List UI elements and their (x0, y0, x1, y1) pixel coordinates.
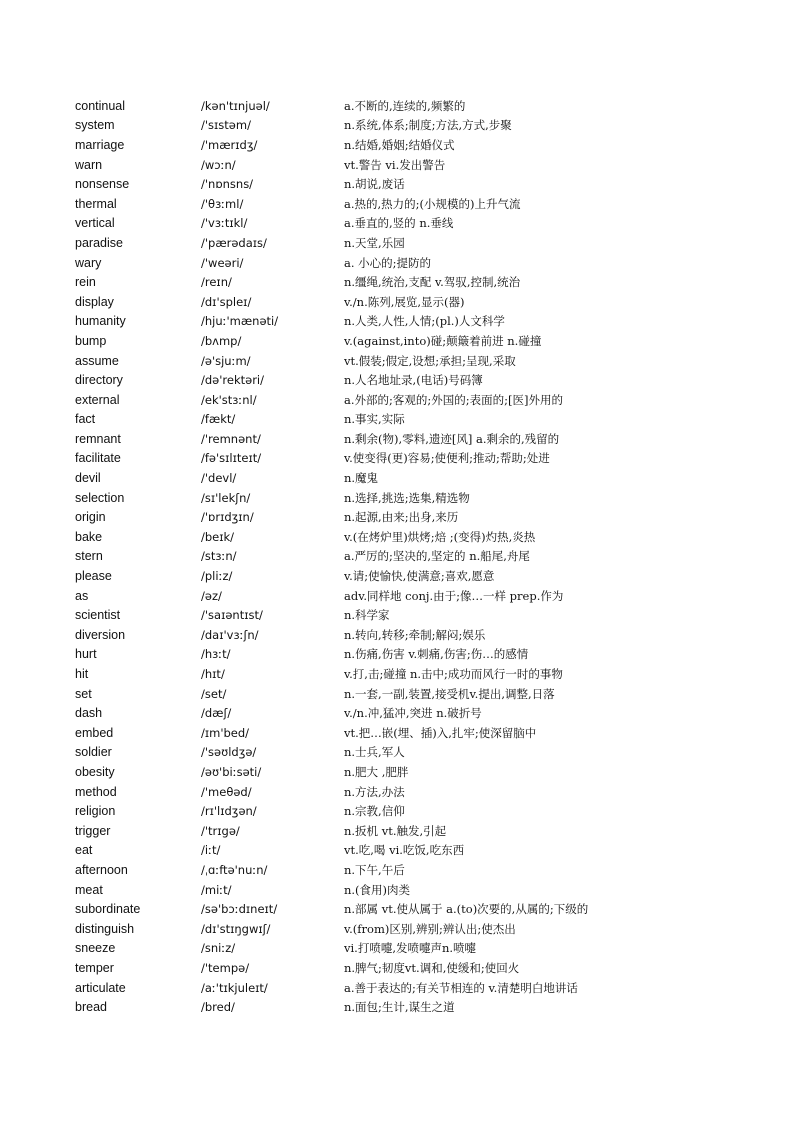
vocab-definition: a.严厉的;坚决的,坚定的 n.船尾,舟尾 (344, 549, 530, 564)
vocab-definition: vt.假装;假定,设想;承担;呈现,采取 (344, 353, 516, 368)
vocab-definition: vt.警告 vi.发出警告 (344, 157, 446, 172)
vocab-row (75, 331, 775, 351)
vocab-row (75, 860, 775, 880)
vocab-phonetic: /'pærədaɪs/ (201, 235, 267, 250)
vocab-word: bread (75, 1000, 107, 1015)
vocab-definition: v.请;使愉快,使满意;喜欢,愿意 (344, 569, 495, 584)
vocab-phonetic: /'vɜːtɪkl/ (201, 216, 248, 231)
vocab-word: religion (75, 804, 116, 819)
vocab-word: assume (75, 353, 119, 368)
vocab-phonetic: /ɪm'bed/ (201, 725, 250, 740)
vocab-phonetic: /dɪ'stɪŋgwɪʃ/ (201, 921, 271, 936)
vocab-phonetic: /fə'sɪlɪteɪt/ (201, 451, 262, 466)
vocab-word: devil (75, 471, 101, 486)
vocab-word: thermal (75, 196, 117, 211)
vocab-row (75, 174, 775, 194)
vocab-definition: n.脾气;韧度vt.调和,使缓和;使回火 (344, 960, 520, 975)
vocab-definition: n.缰绳,统治,支配 v.驾驭,控制,统治 (344, 275, 521, 290)
vocab-word: afternoon (75, 862, 128, 877)
vocab-definition: n.伤痛,伤害 v.刺痛,伤害;伤…的感情 (344, 647, 529, 662)
vocab-word: remnant (75, 431, 121, 446)
vocab-definition: v./n.陈列,展览,显示(器) (344, 294, 465, 309)
vocab-word: paradise (75, 235, 123, 250)
vocab-phonetic: /aː'tɪkjuleɪt/ (201, 980, 268, 995)
vocab-definition: n.魔鬼 (344, 471, 379, 486)
vocab-definition: n.(食用)肉类 (344, 882, 411, 897)
vocab-row (75, 664, 775, 684)
vocab-word: humanity (75, 314, 126, 329)
vocab-phonetic: /iːt/ (201, 843, 221, 858)
vocab-phonetic: /dɪ'spleɪ/ (201, 294, 252, 309)
vocab-definition: n.剩余(物),零料,遗迹[风] a.剩余的,残留的 (344, 431, 560, 446)
vocab-word: origin (75, 510, 106, 525)
vocab-word: warn (75, 157, 103, 172)
vocab-row (75, 214, 775, 234)
vocab-phonetic: /daɪ'vɜːʃn/ (201, 627, 259, 642)
vocab-phonetic: /ə'sjuːm/ (201, 353, 251, 368)
vocab-definition: vi.打喷嚏,发喷嚏声n.喷嚏 (344, 941, 477, 956)
vocab-phonetic: /'səʊldʒə/ (201, 745, 257, 760)
vocab-word: eat (75, 843, 93, 858)
vocab-row (75, 645, 775, 665)
vocab-definition: a.垂直的,竖的 n.垂线 (344, 216, 454, 231)
vocab-definition: a. 小心的;提防的 (344, 255, 432, 270)
vocab-phonetic: /sniːz/ (201, 941, 236, 956)
vocab-row (75, 880, 775, 900)
vocab-phonetic: /əʊ'biːsəti/ (201, 764, 262, 779)
vocab-phonetic: /ˌɑːftə'nuːn/ (201, 862, 268, 877)
vocab-row (75, 605, 775, 625)
vocab-word: system (75, 118, 115, 133)
vocab-phonetic: /hɪt/ (201, 667, 225, 682)
vocab-definition: n.科学家 (344, 608, 390, 623)
vocab-word: as (75, 588, 89, 603)
vocab-word: bake (75, 529, 103, 544)
vocab-definition: v./n.冲,猛冲,突进 n.破折号 (344, 706, 482, 721)
vocab-word: hurt (75, 647, 97, 662)
vocab-phonetic: /miːt/ (201, 882, 232, 897)
vocab-word: articulate (75, 980, 126, 995)
vocab-word: vertical (75, 216, 115, 231)
vocab-phonetic: /ek'stɜːnl/ (201, 392, 257, 407)
vocab-word: method (75, 784, 117, 799)
vocab-row (75, 586, 775, 606)
vocab-row (75, 547, 775, 567)
vocab-word: soldier (75, 745, 112, 760)
vocab-word: facilitate (75, 451, 121, 466)
vocab-phonetic: /hjuː'mænəti/ (201, 314, 279, 329)
vocab-word: embed (75, 725, 114, 740)
vocab-phonetic: /sə'bɔːdɪneɪt/ (201, 902, 278, 917)
vocab-definition: n.系统,体系;制度;方法,方式,步聚 (344, 118, 512, 133)
vocab-phonetic: /'saɪəntɪst/ (201, 608, 263, 623)
vocab-row (75, 116, 775, 136)
vocab-word: rein (75, 275, 96, 290)
vocab-definition: n.一套,一副,装置,接受机v.提出,调整,日落 (344, 686, 555, 701)
vocab-definition: a.外部的;客观的;外国的;表面的;[医]外用的 (344, 392, 563, 407)
vocab-row (75, 429, 775, 449)
vocab-phonetic: /'trɪgə/ (201, 823, 240, 838)
vocab-row (75, 841, 775, 861)
vocab-phonetic: /'sɪstəm/ (201, 118, 251, 133)
vocab-row (75, 272, 775, 292)
vocab-definition: n.结婚,婚姻;结婚仪式 (344, 137, 455, 152)
vocab-row (75, 684, 775, 704)
vocab-phonetic: /stɜːn/ (201, 549, 237, 564)
vocab-phonetic: /sɪ'lekʃn/ (201, 490, 251, 505)
vocab-definition: n.人名地址录,(电话)号码簿 (344, 373, 483, 388)
vocab-phonetic: /'weəri/ (201, 255, 244, 270)
vocab-phonetic: /fækt/ (201, 412, 236, 427)
vocab-row (75, 292, 775, 312)
vocab-row (75, 762, 775, 782)
vocab-word: bump (75, 333, 107, 348)
vocab-phonetic: /əz/ (201, 588, 222, 603)
vocab-row (75, 370, 775, 390)
vocab-phonetic: /pliːz/ (201, 569, 233, 584)
vocab-row (75, 939, 775, 959)
vocab-row (75, 703, 775, 723)
vocab-word: wary (75, 255, 102, 270)
vocab-definition: v.使变得(更)容易;使便利;推动;帮助;处进 (344, 451, 550, 466)
vocab-phonetic: /rɪ'lɪdʒən/ (201, 804, 257, 819)
vocab-row (75, 997, 775, 1017)
vocab-definition: a.不断的,连续的,频繁的 (344, 98, 466, 113)
vocab-row (75, 919, 775, 939)
vocab-word: trigger (75, 823, 111, 838)
vocab-definition: n.胡说,废话 (344, 177, 405, 192)
vocab-row (75, 390, 775, 410)
vocab-word: hit (75, 667, 89, 682)
vocab-definition: v.打,击;碰撞 n.击中;成功而风行一时的事物 (344, 667, 563, 682)
vocab-phonetic: /'tempə/ (201, 960, 250, 975)
vocab-word: obesity (75, 764, 115, 779)
vocab-definition: n.肥大 ,肥胖 (344, 764, 409, 779)
vocab-definition: a.热的,热力的;(小规模的)上升气流 (344, 196, 521, 211)
vocab-word: selection (75, 490, 125, 505)
vocabulary-list (75, 96, 775, 1017)
vocab-row (75, 978, 775, 998)
vocab-row (75, 958, 775, 978)
vocab-phonetic: /də'rektəri/ (201, 373, 265, 388)
vocab-phonetic: /set/ (201, 686, 227, 701)
vocab-phonetic: /'meθəd/ (201, 784, 252, 799)
vocab-word: subordinate (75, 902, 141, 917)
vocab-phonetic: /'remnənt/ (201, 431, 261, 446)
vocab-word: marriage (75, 137, 125, 152)
vocab-word: meat (75, 882, 103, 897)
vocab-phonetic: /'devl/ (201, 471, 237, 486)
vocab-definition: v.(against,into)碰;颠簸着前进 n.碰撞 (344, 333, 542, 348)
vocab-phonetic: /bʌmp/ (201, 333, 242, 348)
vocab-definition: n.选择,挑选;选集,精选物 (344, 490, 470, 505)
vocab-definition: n.扳机 vt.触发,引起 (344, 823, 447, 838)
vocab-phonetic: /bred/ (201, 1000, 235, 1015)
vocab-row (75, 312, 775, 332)
vocab-definition: n.宗教,信仰 (344, 804, 405, 819)
vocab-row (75, 351, 775, 371)
vocab-definition: vt.吃,喝 vi.吃饭,吃东西 (344, 843, 465, 858)
vocab-row (75, 566, 775, 586)
vocab-word: distinguish (75, 921, 135, 936)
vocab-definition: n.人类,人性,人情;(pl.)人文科学 (344, 314, 505, 329)
vocab-phonetic: /'ɒrɪdʒɪn/ (201, 510, 254, 525)
vocab-definition: n.天堂,乐园 (344, 235, 405, 250)
vocab-row (75, 743, 775, 763)
vocab-row (75, 253, 775, 273)
vocab-definition: n.面包;生计,谋生之道 (344, 1000, 455, 1015)
vocab-word: continual (75, 98, 126, 113)
vocab-word: display (75, 294, 114, 309)
vocab-row (75, 899, 775, 919)
vocab-definition: v.(from)区别,辨别;辨认出;使杰出 (344, 921, 516, 936)
vocab-row (75, 410, 775, 430)
vocab-definition: n.士兵,军人 (344, 745, 405, 760)
vocab-word: fact (75, 412, 96, 427)
vocab-row (75, 96, 775, 116)
vocab-definition: n.事实,实际 (344, 412, 405, 427)
vocab-word: nonsense (75, 177, 130, 192)
vocab-definition: n.转向,转移;牵制;解闷;娱乐 (344, 627, 486, 642)
vocab-phonetic: /'nɒnsns/ (201, 177, 254, 192)
vocab-row (75, 194, 775, 214)
vocab-row (75, 155, 775, 175)
vocab-row (75, 468, 775, 488)
vocab-word: scientist (75, 608, 121, 623)
vocab-definition: n.部属 vt.使从属于 a.(to)次要的,从属的;下级的 (344, 902, 589, 917)
vocab-phonetic: /reɪn/ (201, 275, 232, 290)
vocab-word: please (75, 569, 112, 584)
vocab-word: dash (75, 706, 103, 721)
vocab-row (75, 449, 775, 469)
vocab-definition: adv.同样地 conj.由于;像…一样 prep.作为 (344, 588, 564, 603)
vocab-phonetic: /'mærɪdʒ/ (201, 137, 258, 152)
vocab-row (75, 625, 775, 645)
vocab-definition: n.起源,由来;出身,来历 (344, 510, 459, 525)
vocab-definition: n.方法,办法 (344, 784, 405, 799)
vocab-phonetic: /kən'tɪnjuəl/ (201, 98, 270, 113)
vocab-phonetic: /'θɜːml/ (201, 196, 244, 211)
vocab-word: directory (75, 373, 123, 388)
vocab-word: external (75, 392, 120, 407)
vocab-row (75, 801, 775, 821)
vocab-word: diversion (75, 627, 126, 642)
vocab-word: stern (75, 549, 103, 564)
vocab-row (75, 782, 775, 802)
vocab-row (75, 507, 775, 527)
vocab-phonetic: /dæʃ/ (201, 706, 232, 721)
vocab-definition: vt.把…嵌(埋、插)入,扎牢;使深留脑中 (344, 725, 537, 740)
vocab-definition: v.(在烤炉里)烘烤;焙 ;(变得)灼热,炎热 (344, 529, 536, 544)
vocab-phonetic: /wɔːn/ (201, 157, 236, 172)
vocab-row (75, 723, 775, 743)
vocab-row (75, 488, 775, 508)
vocab-phonetic: /beɪk/ (201, 529, 235, 544)
vocab-word: set (75, 686, 92, 701)
vocab-phonetic: /hɜːt/ (201, 647, 231, 662)
vocab-row (75, 821, 775, 841)
vocab-word: sneeze (75, 941, 116, 956)
vocab-row (75, 527, 775, 547)
vocab-row (75, 135, 775, 155)
vocab-word: temper (75, 960, 114, 975)
vocab-definition: a.善于表达的;有关节相连的 v.清楚明白地讲话 (344, 980, 578, 995)
vocab-definition: n.下午,午后 (344, 862, 405, 877)
vocab-row (75, 233, 775, 253)
